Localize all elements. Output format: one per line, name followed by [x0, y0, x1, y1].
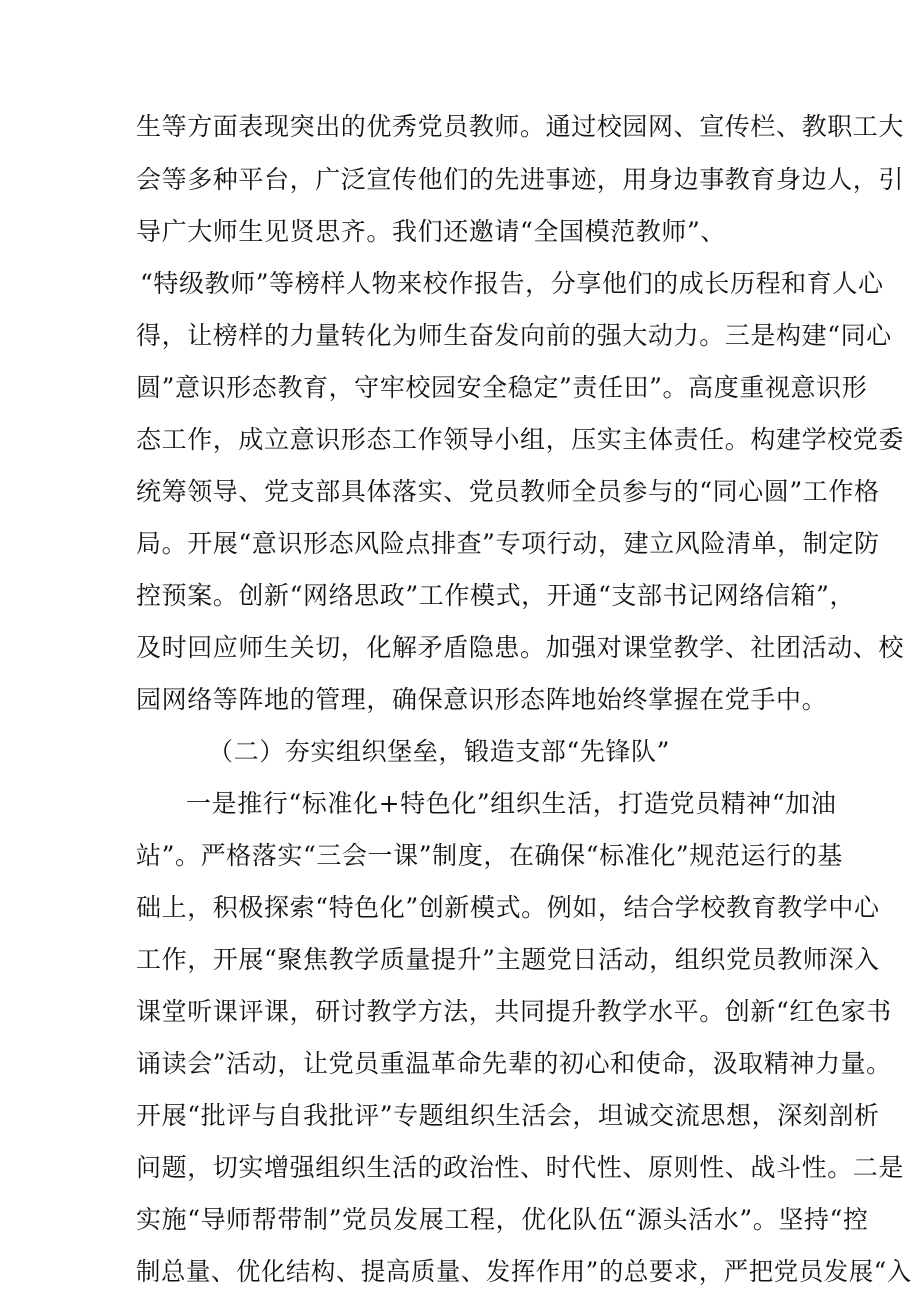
text-line: “特级教师”等榜样人物来校作报告，分享他们的成长历程和育人心: [140, 269, 884, 298]
text-line: 态工作，成立意识形态工作领导小组，压实主体责任。构建学校党委: [136, 425, 905, 454]
text-line: 开展“批评与自我批评”专题组织生活会，坦诚交流思想，深刻剖析: [136, 1101, 880, 1130]
text-line: 导广大师生见贤思齐。我们还邀请“全国模范教师”、: [136, 217, 726, 246]
text-line: 工作，开展“聚焦教学质量提升”主题党日活动，组织党员教师深入: [136, 945, 880, 974]
text-line: 实施“导师帮带制”党员发展工程，优化队伍“源头活水”。坚持“控: [136, 1205, 869, 1234]
text-line: 会等多种平台，广泛宣传他们的先进事迹，用身边事教育身边人，引: [136, 165, 905, 194]
text-line: 控预案。创新“网络思政”工作模式，开通“支部书记网络信箱”，: [136, 581, 856, 610]
text-line: 得，让榜样的力量转化为师生奋发向前的强大动力。三是构建“同心: [136, 321, 892, 350]
text-line: 课堂听课评课，研讨教学方法，共同提升教学水平。创新“红色家书: [136, 997, 892, 1026]
text-line: 园网络等阵地的管理，确保意识形态阵地始终掌握在党手中。: [136, 685, 828, 714]
text-line: 制总量、优化结构、提高质量、发挥作用”的总要求，严把党员发展“入: [136, 1257, 912, 1286]
text-line: 及时回应师生关切，化解矛盾隐患。加强对课堂教学、社团活动、校: [136, 633, 905, 662]
text-line: 一是推行“标准化+特色化”组织生活，打造党员精神“加油: [186, 789, 837, 818]
text-line: 统筹领导、党支部具体落实、党员教师全员参与的“同心圆”工作格: [136, 477, 880, 506]
text-line: 诵读会”活动，让党员重温革命先辈的初心和使命，汲取精神力量。: [136, 1049, 892, 1078]
text-line: 础上，积极探索“特色化”创新模式。例如，结合学校教育教学中心: [136, 893, 880, 922]
text-line: 圆”意识形态教育，守牢校园安全稳定”责任田”。高度重视意识形: [136, 373, 868, 402]
text-line: 问题，切实增强组织生活的政治性、时代性、原则性、战斗性。二是: [136, 1153, 905, 1182]
text-line: 生等方面表现突出的优秀党员教师。通过校园网、宣传栏、教职工大: [136, 112, 905, 141]
text-line: 站”。严格落实“三会一课”制度，在确保“标准化”规范运行的基: [136, 841, 843, 870]
text-line: 局。开展“意识形态风险点排查”专项行动，建立风险清单，制定防: [136, 529, 880, 558]
section-heading: （二）夯实组织堡垒，锻造支部“先锋队”: [208, 737, 670, 766]
